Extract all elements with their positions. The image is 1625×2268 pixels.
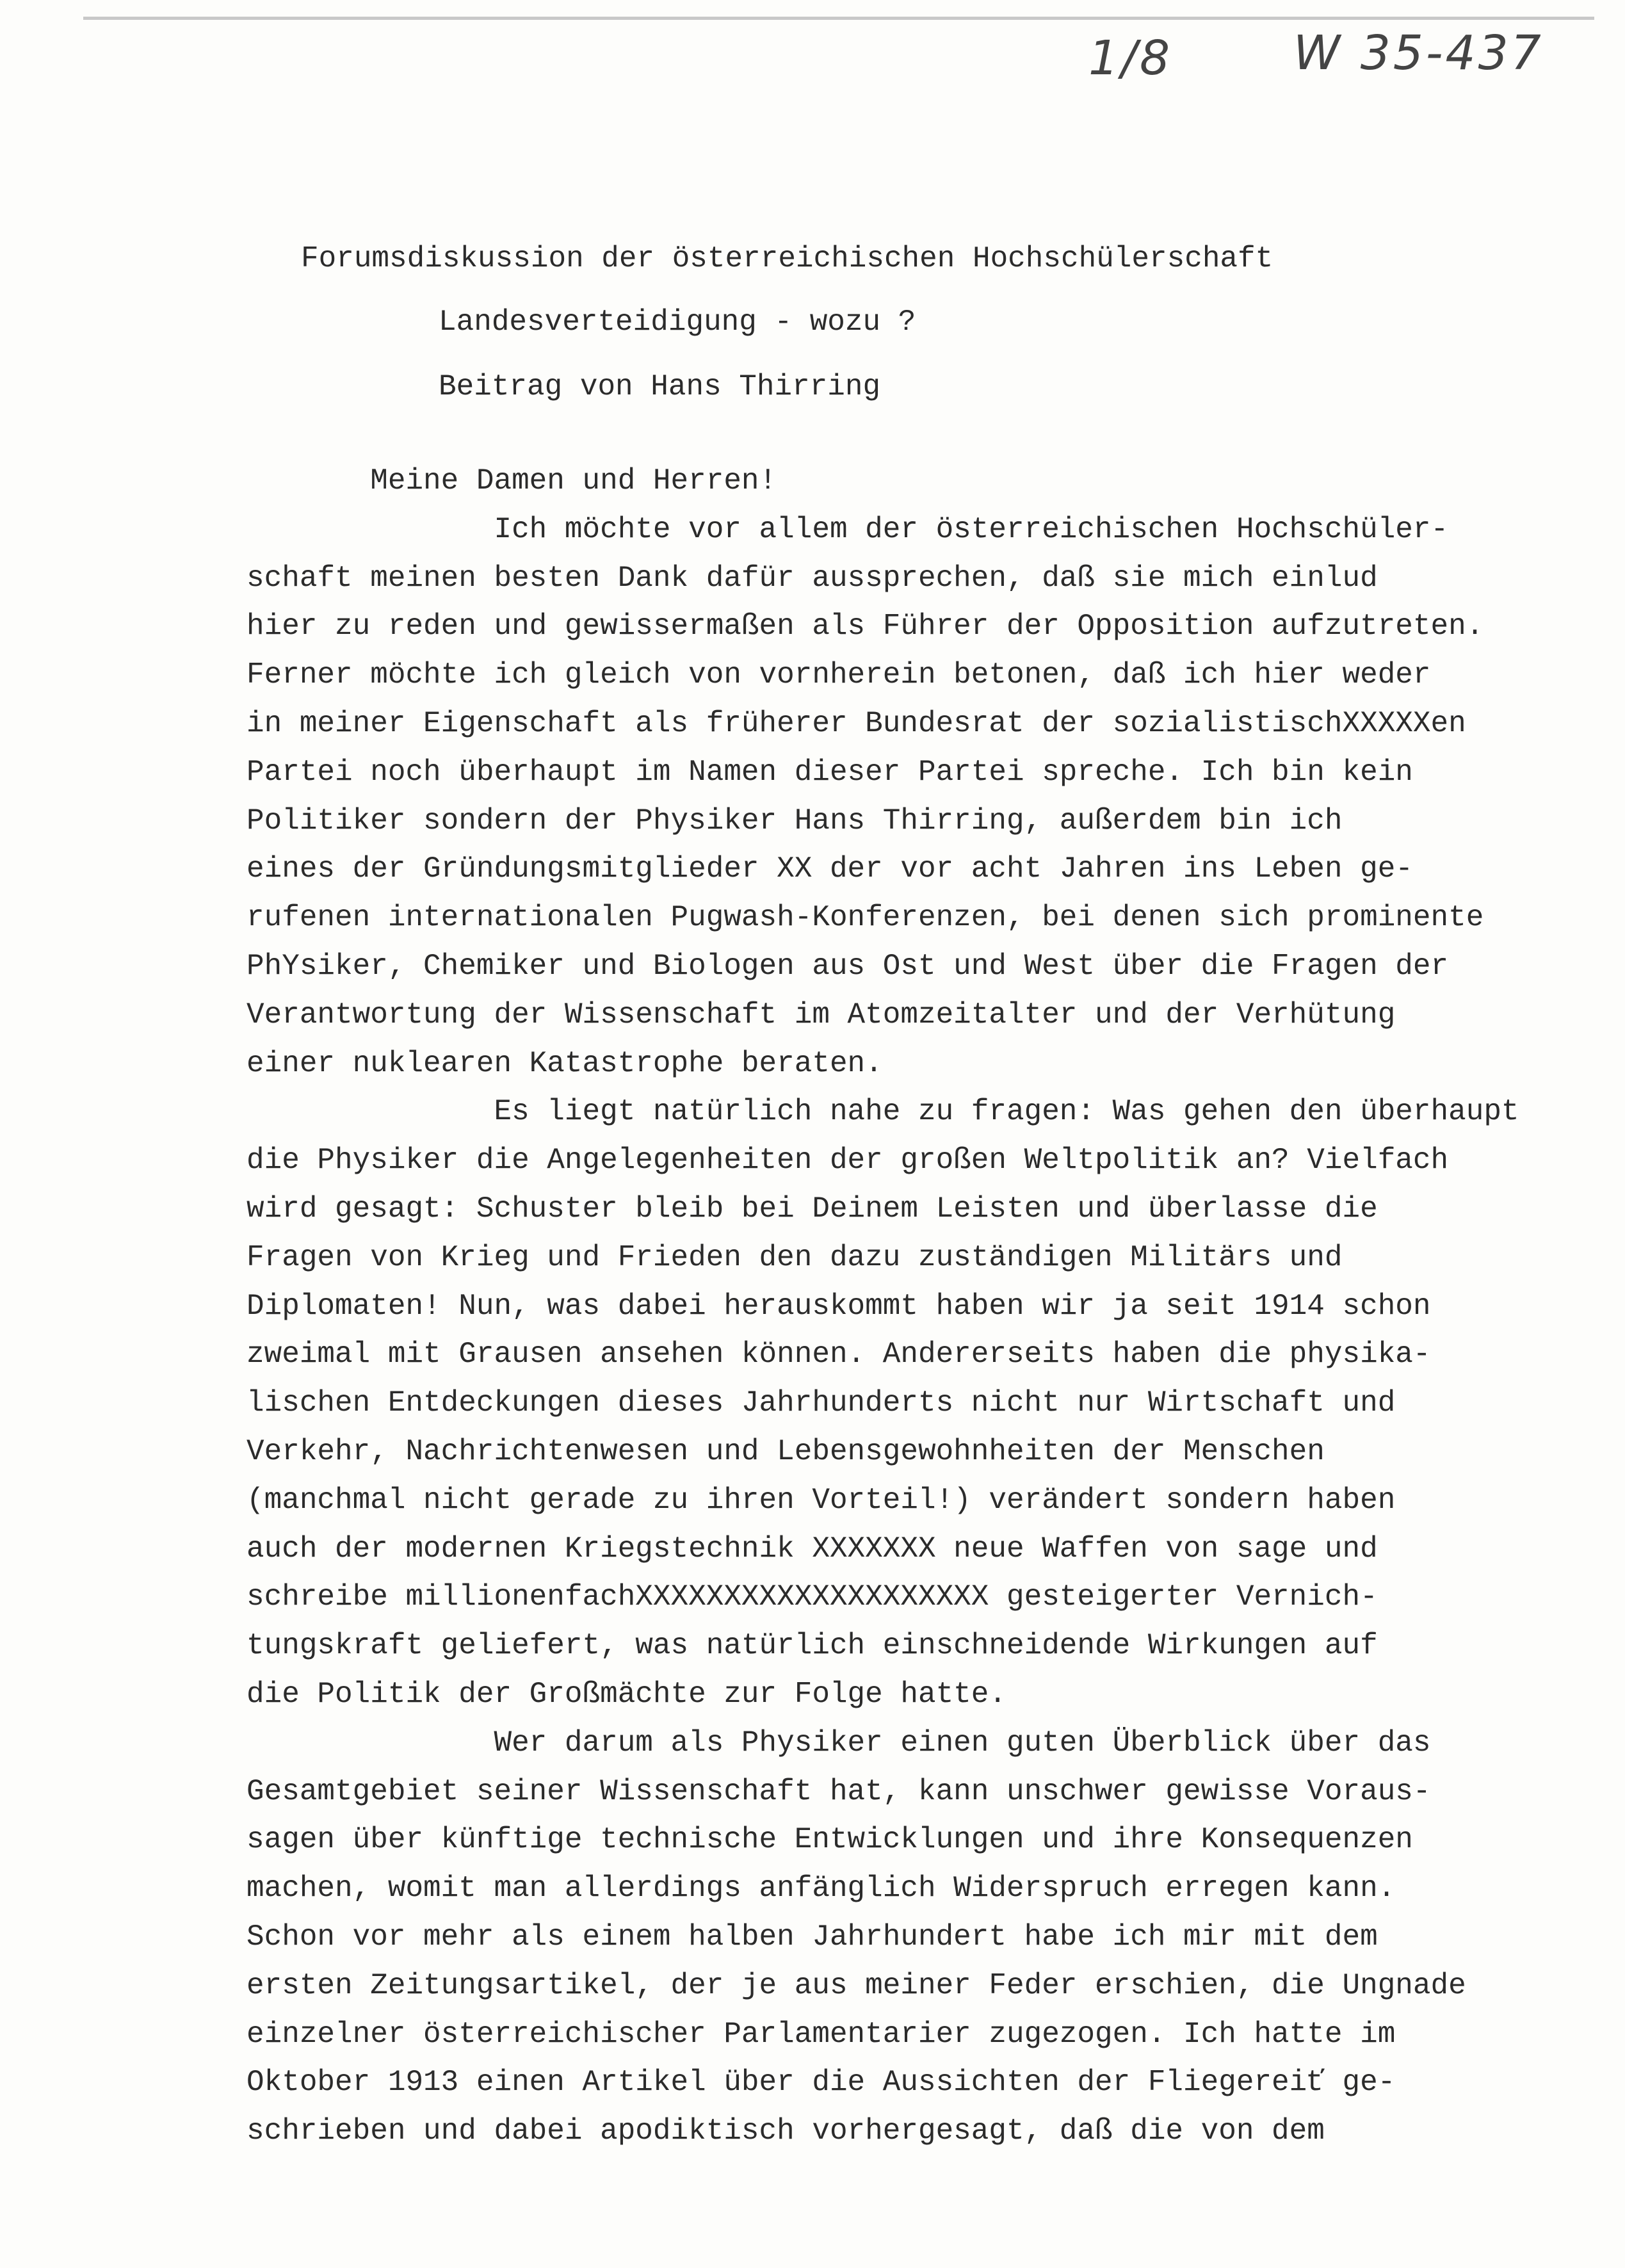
text-line: zweimal mit Grausen ansehen können. Andererseits haben die physika-	[247, 1338, 1431, 1371]
text-line: Meine Damen und Herren!	[247, 464, 777, 498]
text-line: in meiner Eigenschaft als früherer Bundesrat der sozialistischXXXXXen	[247, 707, 1466, 740]
text-line: auch der modernen Kriegstechnik XXXXXXX neue Waffen von sage und	[247, 1532, 1378, 1566]
text-line: Politiker sondern der Physiker Hans Thirring, außerdem bin ich	[247, 804, 1343, 838]
text-line: eines der Gründungsmitglieder XX der vor acht Jahren ins Leben ge-	[247, 852, 1413, 886]
text-line: (manchmal nicht gerade zu ihren Vorteil!) verändert sondern haben	[247, 1484, 1396, 1517]
text-line: einer nuklearen Katastrophe beraten.	[247, 1047, 883, 1080]
document-subtitle: Landesverteidigung - wozu ?	[439, 305, 916, 339]
text-line: Wer darum als Physiker einen guten Überblick über das	[247, 1726, 1431, 1760]
text-line: wird gesagt: Schuster bleib bei Deinem Leisten und überlasse die	[247, 1192, 1378, 1226]
text-line: Ferner möchte ich gleich von vornherein betonen, daß ich hier weder	[247, 658, 1431, 692]
text-line: einzelner österreichischer Parlamentarier zugezogen. Ich hatte im	[247, 2018, 1396, 2051]
text-line: hier zu reden und gewissermaßen als Führer der Opposition aufzutreten.	[247, 610, 1484, 643]
text-line: Partei noch überhaupt im Namen dieser Partei spreche. Ich bin kein	[247, 756, 1413, 789]
document-byline: Beitrag von Hans Thirring	[439, 370, 881, 403]
text-line: die Physiker die Angelegenheiten der großen Weltpolitik an? Vielfach	[247, 1144, 1449, 1177]
text-line: sagen über künftige technische Entwicklungen und ihre Konsequenzen	[247, 1823, 1413, 1856]
handwritten-page-number: 1/8	[1088, 31, 1173, 86]
text-line: Verkehr, Nachrichtenwesen und Lebensgewohnheiten der Menschen	[247, 1435, 1325, 1468]
text-line: Schon vor mehr als einem halben Jahrhundert habe ich mir mit dem	[247, 1920, 1378, 1954]
text-line: ersten Zeitungsartikel, der je aus meiner Feder erschien, die Ungnade	[247, 1969, 1466, 2002]
text-line: schrieben und dabei apodiktisch vorhergesagt, daß die von dem	[247, 2114, 1325, 2148]
text-line: Gesamtgebiet seiner Wissenschaft hat, kann unschwer gewisse Voraus-	[247, 1775, 1431, 1808]
text-line: Diplomaten! Nun, was dabei herauskommt haben wir ja seit 1914 schon	[247, 1290, 1431, 1323]
text-line: schaft meinen besten Dank dafür aussprechen, daß sie mich einlud	[247, 562, 1378, 595]
text-line: die Politik der Großmächte zur Folge hatte.	[247, 1678, 1007, 1711]
text-line: Verantwortung der Wissenschaft im Atomzeitalter und der Verhütung	[247, 998, 1396, 1032]
text-line: schreibe millionenfachXXXXXXXXXXXXXXXXXXXX gesteigerter Vernich-	[247, 1580, 1378, 1614]
text-line: machen, womit man allerdings anfänglich Widerspruch erregen kann.	[247, 1872, 1396, 1905]
text-line: PhYsiker, Chemiker und Biologen aus Ost und West über die Fragen der	[247, 950, 1449, 983]
text-line: Fragen von Krieg und Frieden den dazu zuständigen Militärs und	[247, 1241, 1343, 1274]
page-top-edge	[83, 17, 1594, 20]
handwritten-archive-reference: W 35-437	[1293, 26, 1544, 81]
text-line: tungskraft geliefert, was natürlich einschneidende Wirkungen auf	[247, 1629, 1378, 1662]
text-line: Es liegt natürlich nahe zu fragen: Was gehen den überhaupt	[247, 1095, 1519, 1128]
text-line: Oktober 1913 einen Artikel über die Aussichten der Fliegereiť ge-	[247, 2066, 1396, 2099]
document-title: Forumsdiskussion der österreichischen Hochschülerschaft	[301, 242, 1273, 275]
text-line: lischen Entdeckungen dieses Jahrhunderts nicht nur Wirtschaft und	[247, 1386, 1396, 1420]
text-line: Ich möchte vor allem der österreichischen Hochschüler-	[247, 513, 1449, 546]
text-line: rufenen internationalen Pugwash-Konferenzen, bei denen sich prominente	[247, 901, 1484, 934]
